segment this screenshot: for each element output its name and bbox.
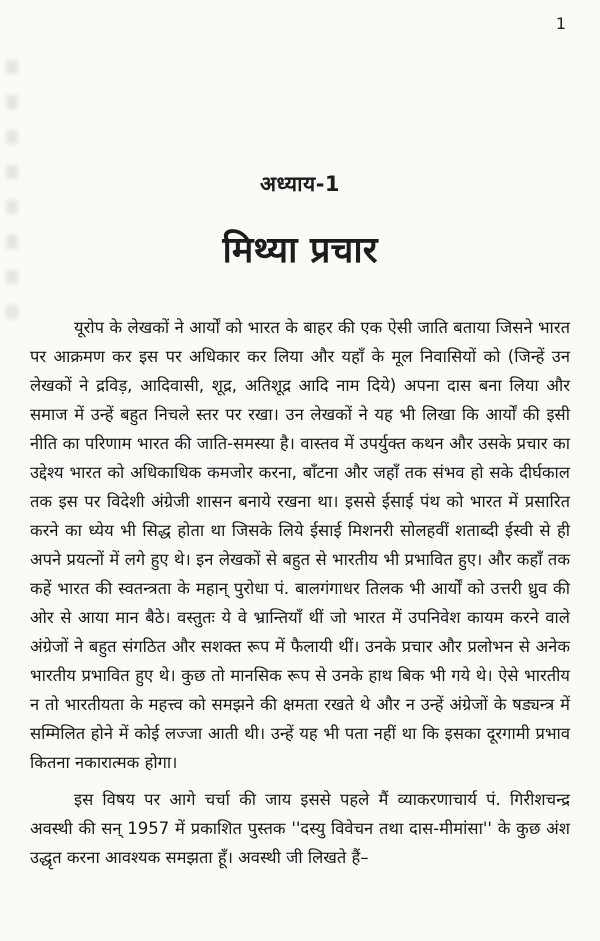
chapter-heading: अध्याय-1 (259, 172, 341, 196)
paragraph-1: यूरोप के लेखकों ने आर्यों को भारत के बाहर की एक ऐसी जाति बताया जिसने भारत पर आक्रमण कर इस पर अधिकार कर लिया और यहाँ के मूल निवासियों को (जिन्हें उन लेखकों ने द्रविड़, आदिवासी, शूद्र, अतिशूद्र आदि नाम दिये) अपना दास बना लिया और समाज में उन्हें बहुत निचले स्तर पर रखा। उन लेखकों ने यह भी लिखा कि आर्यों की इसी नीति का परिणाम भारत की जाति-समस्या है। वास्तव में उपर्युक्त कथन और उसके प्रचार का उद्देश्य भारत को अधिकाधिक कमजोर करना, बाँटना और जहाँ तक संभव हो सके दीर्घकाल तक इस पर विदेशी अंग्रेजी शासन बनाये रखना था। इससे ईसाई पंथ को भारत में प्रसारित करने का ध्येय भी सिद्ध होता था जिसके लिये ईसाई मिशनरी सोलहवीं शताब्दी ईस्वी से ही अपने प्रयत्नों में लगे हुए थे। इन लेखकों से बहुत से भारतीय भी प्रभावित हुए। और कहाँ तक कहें भारत की स्वतन्त्रता के महान् पुरोधा पं. बालगंगाधर तिलक भी आर्यों को उत्तरी ध्रुव की ओर से आया मान बैठे। वस्तुतः ये वे भ्रान्तियाँ थीं जो भारत में उपनिवेश कायम करने वाले अंग्रेजों ने बहुत संगठित और सशक्त रूप में फैलायी थीं। उनके प्रचार और प्रलोभन से अनेक भारतीय प्रभावित हुए थे। कुछ तो मानसिक रूप से उनके हाथ बिक भी गये थे। ऐसे भारतीय न तो भारतीयता के महत्त्व को समझने की क्षमता रखते थे और न उन्हें अंग्रेजों के षड्यन्त्र में सम्मिलित होने में कोई लज्जा आती थी। उन्हें यह भी पता नहीं था कि इसका दूरगामी प्रभाव कितना नकारात्मक होगा। (30, 318, 570, 772)
scan-bleed-artifact (0, 40, 26, 680)
page-number: 1 (555, 14, 566, 33)
chapter-title: मिथ्या प्रचार (222, 230, 378, 271)
page-content (30, 170, 570, 880)
body-text (30, 313, 570, 872)
paragraph-2: इस विषय पर आगे चर्चा की जाय इससे पहले मैं व्याकरणाचार्य पं. गिरीशचन्द्र अवस्थी की सन् 1957 में प्रकाशित पुस्तक ''दस्यु विवेचन तथा दास-मीमांसा'' के कुछ अंश उद्धृत करना आवश्यक समझता हूँ। अवस्थी जी लिखते हैं– (30, 790, 570, 867)
